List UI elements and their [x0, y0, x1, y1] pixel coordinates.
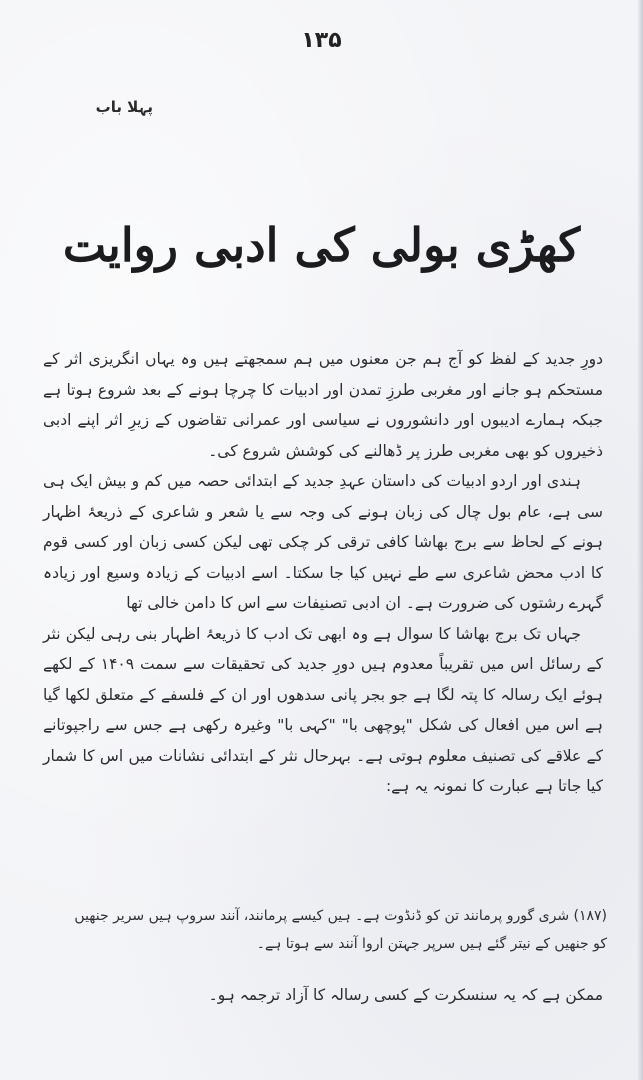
page-edge-shadow [637, 0, 643, 1080]
paragraph: ہندی اور اردو ادبیات کی داستان عہدِ جدید کے ابتدائی حصہ میں کم و بیش ایک ہی سی ہے، عام بول چال کی زبان ہونے کی وجہ سے یا شعر و شاعری کے ذریعۂ اظہار ہونے کے لحاظ سے برج بھاشا کافی ترقی کر چکی تھی لیکن کسی زبان اور کسی قوم کا ادب محض شاعری سے طے نہیں کیا جا سکتا۔ اسے ادبیات کے زیادہ وسیع اور زیادہ گہرے رشتوں کی ضرورت ہے۔ ان ادبی تصنیفات سے اس کا دامن خالی تھا [43, 472, 603, 612]
quote-line: کو جنھیں کے نیتر گئے ہیں سرپر جہتن اروا آنند سے ہوتا ہے۔ [256, 936, 607, 952]
body-text [43, 344, 603, 802]
quote-line: (۱۸۷) شری گورو پرمانند تن کو ڈنڈوت ہے۔ ہیں کیسے پرمانند، آنند سروپ ہیں سریر جنھیں [74, 908, 607, 924]
paragraph: ممکن ہے کہ یہ سنسکرت کے کسی رسالہ کا آزاد ترجمہ ہو۔ [208, 986, 603, 1004]
paragraph: دورِ جدید کے لفظ کو آج ہم جن معنوں میں ہم سمجھتے ہیں وہ یہاں انگریزی اثر کے مستحکم ہو جانے اور مغربی طرزِ تمدن اور ادبیات کا چرچا ہونے کے بعد شروع ہوتا ہے جبکہ ہمارے ادیبوں اور دانشوروں نے سیاسی اور عمرانی تقاضوں کے زیرِ اثر اپنے ادبی ذخیروں کو بھی مغربی طرز پر ڈھالنے کی کوشش شروع کی۔ [43, 350, 603, 460]
closing-paragraph [43, 980, 603, 1010]
page-number: ۱۳۵ [301, 28, 342, 53]
paragraph: جہاں تک برج بھاشا کا سوال ہے وہ ابھی تک ادب کا ذریعۂ اظہار بنی رہی لیکن نثر کے رسائل اس میں تقریباً معدوم ہیں دورِ جدید کی تحقیقات سے سمت ۱۴۰۹ کے لکھے ہوئے ایک رسالہ کا پتہ لگا ہے جو بجر پانی سدھوں اور ان کے فلسفے کے متعلق لکھا گیا ہے اس میں افعال کی شکل "پوچھی با" "کہی با" وغیرہ رکھی ہے جس سے راجپوتانے کے علاقے کی تصنیف معلوم ہوتی ہے۔ بہرحال نثر کے ابتدائی نشانات میں اس کا شمار کیا جاتا ہے عبارت کا نمونہ یہ ہے: [43, 624, 603, 795]
chapter-title: کھڑی بولی کی ادبی روایت [62, 218, 581, 272]
chapter-label: پہلا باب [95, 98, 153, 116]
quote-block [47, 902, 607, 958]
